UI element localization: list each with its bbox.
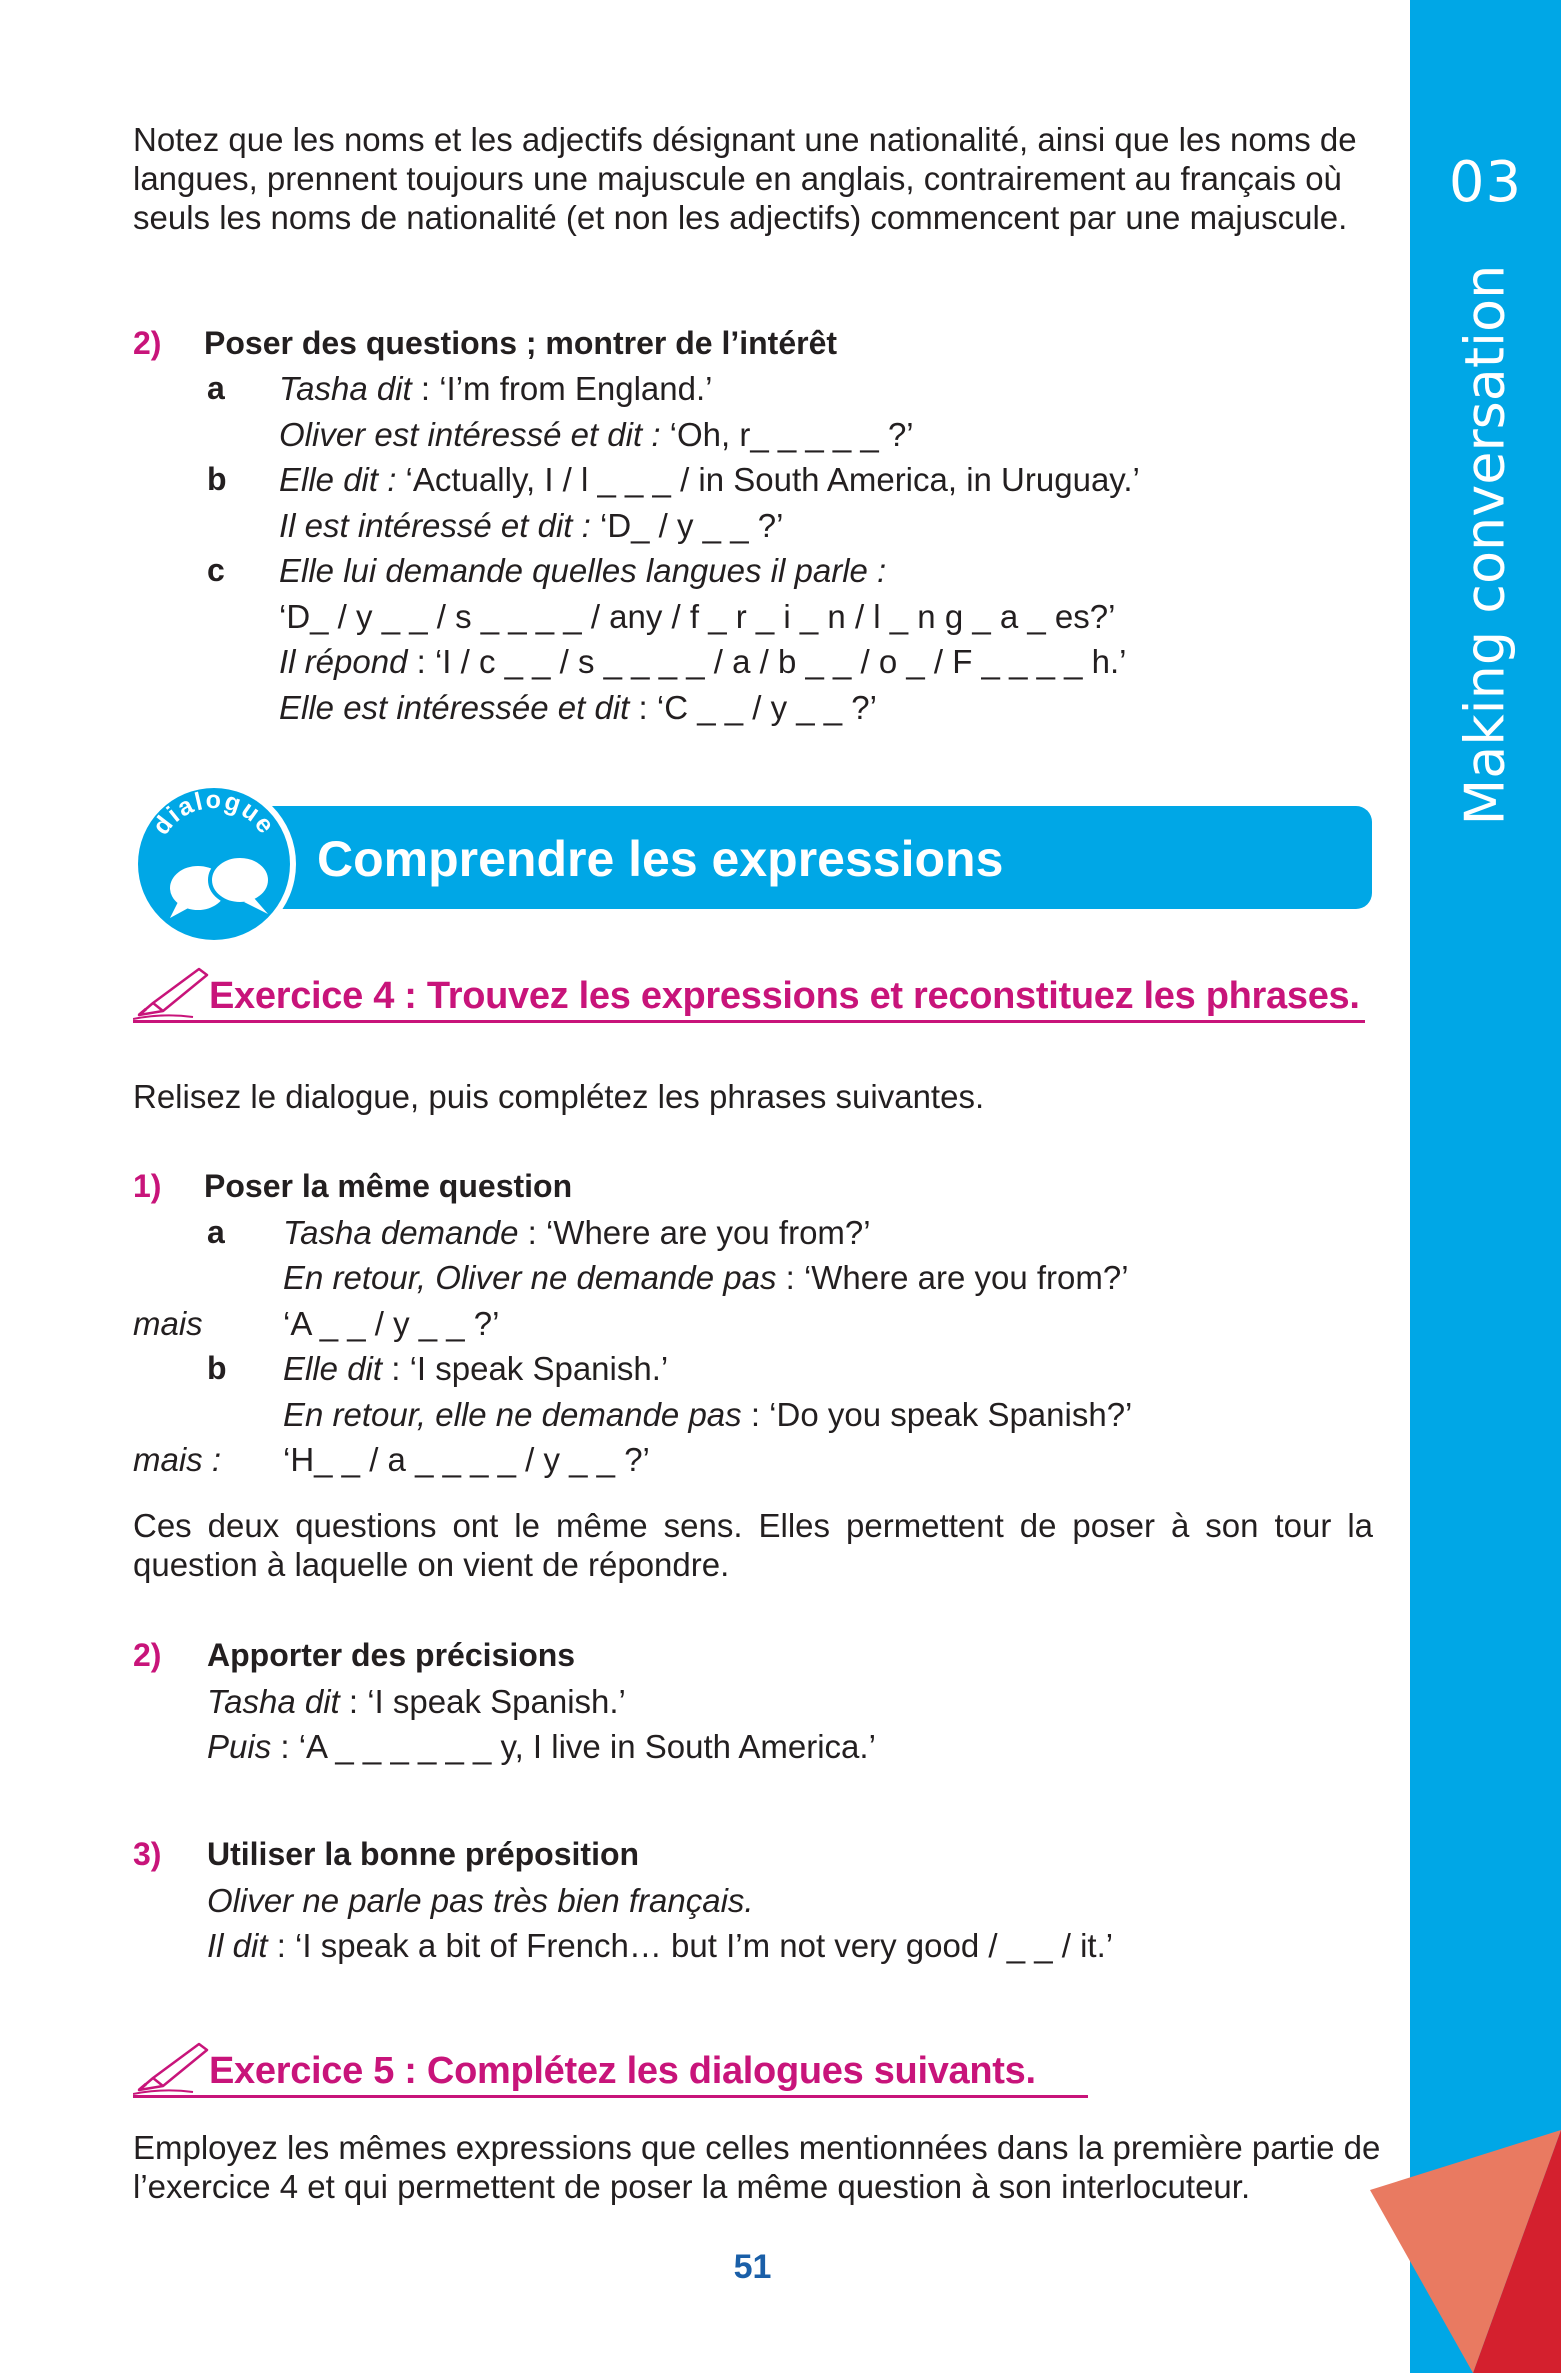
dialogue-line: En retour, elle ne demande pas : ‘Do you speak Spanish?’ <box>283 1396 1133 1433</box>
note-paragraph: Ces deux questions ont le même sens. Elles permettent de poser à son tour la question à laquelle on vient de répondre. <box>133 1507 1373 1583</box>
item-letter-c: c <box>207 552 225 588</box>
dialogue-line: ‘H_ _ / a _ _ _ _ / y _ _ ?’ <box>283 1441 650 1478</box>
dialogue-line: En retour, Oliver ne demande pas : ‘Where are you from?’ <box>283 1259 1129 1296</box>
part-number: 1) <box>133 1168 162 1204</box>
exercise-heading <box>133 965 1365 1025</box>
mais-label: mais : <box>133 1441 222 1478</box>
exercise-underline <box>133 1020 1365 1023</box>
dialogue-line: Tasha dit : ‘I speak Spanish.’ <box>207 1683 626 1720</box>
exercise-title: Exercice 5 : Complétez les dialogues suivants. <box>209 2050 1036 2092</box>
chapter-side-band <box>1410 0 1561 2373</box>
dialogue-line: Il est intéressé et dit : ‘D_ / y _ _ ?’ <box>279 507 784 544</box>
dialogue-line: Oliver ne parle pas très bien français. <box>207 1882 754 1919</box>
exercise-title: Exercice 4 : Trouvez les expressions et reconstituez les phrases. <box>209 975 1360 1017</box>
dialogue-line: Tasha demande : ‘Where are you from?’ <box>283 1214 871 1251</box>
item-letter-b: b <box>207 1350 227 1386</box>
part-number: 3) <box>133 1836 162 1872</box>
dialogue-line: ‘A _ _ / y _ _ ?’ <box>283 1305 500 1342</box>
dialogue-line: Elle dit : ‘Actually, I / l _ _ _ / in South America, in Uruguay.’ <box>279 461 1140 498</box>
dialogue-line: ‘D_ / y _ _ / s _ _ _ _ / any / f _ r _ i _ n / l _ n g _ a _ es?’ <box>279 598 1116 635</box>
section-banner <box>272 806 1372 909</box>
banner-title: Comprendre les expressions <box>317 831 1004 887</box>
dialogue-line: Il dit : ‘I speak a bit of French… but I’m not very good / _ _ / it.’ <box>207 1927 1114 1964</box>
exercise-instruction: Employez les mêmes expressions que celles mentionnées dans la première partie de l’exercice 4 et qui permettent de poser la même question à son interlocuteur. <box>133 2129 1381 2205</box>
item-letter-a: a <box>207 370 225 406</box>
intro-paragraph: Notez que les noms et les adjectifs désignant une nationalité, ainsi que les noms de langues, prennent toujours une majuscule en anglais, contrairement au français où seuls les noms de nationalité (et non les adjectifs) commencent par une majuscule. <box>133 121 1357 236</box>
speech-bubble-right <box>210 856 270 904</box>
part-heading: Apporter des précisions <box>207 1637 576 1673</box>
dialogue-line: Elle est intéressée et dit : ‘C _ _ / y _ _ ?’ <box>279 689 877 726</box>
section-heading: Poser des questions ; montrer de l’intérêt <box>204 325 838 361</box>
part-heading: Poser la même question <box>204 1168 573 1204</box>
exercise-heading <box>133 2040 1088 2100</box>
chapter-number: 03 <box>1448 150 1523 215</box>
exercise-instruction: Relisez le dialogue, puis complétez les phrases suivantes. <box>133 1078 985 1115</box>
dialogue-line: Elle dit : ‘I speak Spanish.’ <box>283 1350 669 1387</box>
dialogue-icon <box>130 780 298 948</box>
dialogue-line: Tasha dit : ‘I’m from England.’ <box>279 370 713 407</box>
part-heading: Utiliser la bonne préposition <box>207 1836 640 1872</box>
item-letter-a: a <box>207 1214 225 1250</box>
dialogue-line: Elle lui demande quelles langues il parle : <box>279 552 887 589</box>
item-letter-b: b <box>207 461 227 497</box>
page-number: 51 <box>733 2248 772 2286</box>
mais-label: mais <box>133 1305 203 1342</box>
exercise-underline <box>133 2095 1088 2098</box>
dialogue-line: Puis : ‘A _ _ _ _ _ _ y, I live in South America.’ <box>207 1728 876 1765</box>
pen-icon <box>133 2040 213 2096</box>
chapter-title-container <box>1440 264 1530 826</box>
dialogue-line: Oliver est intéressé et dit : ‘Oh, r_ _ _ _ _ ?’ <box>279 416 914 453</box>
section-number: 2) <box>133 325 162 361</box>
badge-text: dialogue <box>147 785 281 841</box>
chapter-title: Making conversation <box>1453 264 1517 826</box>
dialogue-line: Il répond : ‘I / c _ _ / s _ _ _ _ / a / b _ _ / o _ / F _ _ _ _ h.’ <box>279 643 1127 680</box>
part-number: 2) <box>133 1637 162 1673</box>
pen-icon <box>133 965 213 1021</box>
